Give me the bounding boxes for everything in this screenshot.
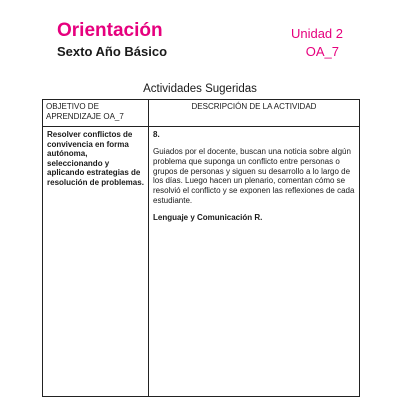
activity-number: 8. <box>153 130 160 139</box>
table-header-row <box>43 100 360 127</box>
table-row <box>43 127 360 397</box>
activities-table <box>42 99 360 397</box>
subject-title: Orientación <box>57 20 163 41</box>
objective-column-header: OBJETIVO DE APRENDIZAJE OA_7 <box>43 100 149 127</box>
section-title: Actividades Sugeridas <box>143 83 257 95</box>
unit-label: Unidad 2 <box>290 26 343 41</box>
oa-code: OA_7 <box>305 44 339 59</box>
objective-text: Resolver conflictos de convivencia en forma autónoma, seleccionando y aplicando estrategias de resolución de problemas. <box>47 130 144 187</box>
document-header <box>57 20 347 64</box>
description-cell <box>149 127 360 397</box>
description-column-header: DESCRIPCIÓN DE LA ACTIVIDAD <box>149 100 360 127</box>
activity-reference: Lenguaje y Comunicación R. <box>153 212 263 222</box>
objective-cell <box>43 127 149 397</box>
activity-text: Guiados por el docente, buscan una noticia sobre algún problema que suponga un conflicto entre personas o grupos de personas y siguen su desarrollo a lo largo de los días. Luego hacen un plenario, comentan cómo se resolvió el conflicto y se exponen las reflexiones de cada estudiante. <box>153 147 355 205</box>
grade-level: Sexto Año Básico <box>57 44 168 59</box>
